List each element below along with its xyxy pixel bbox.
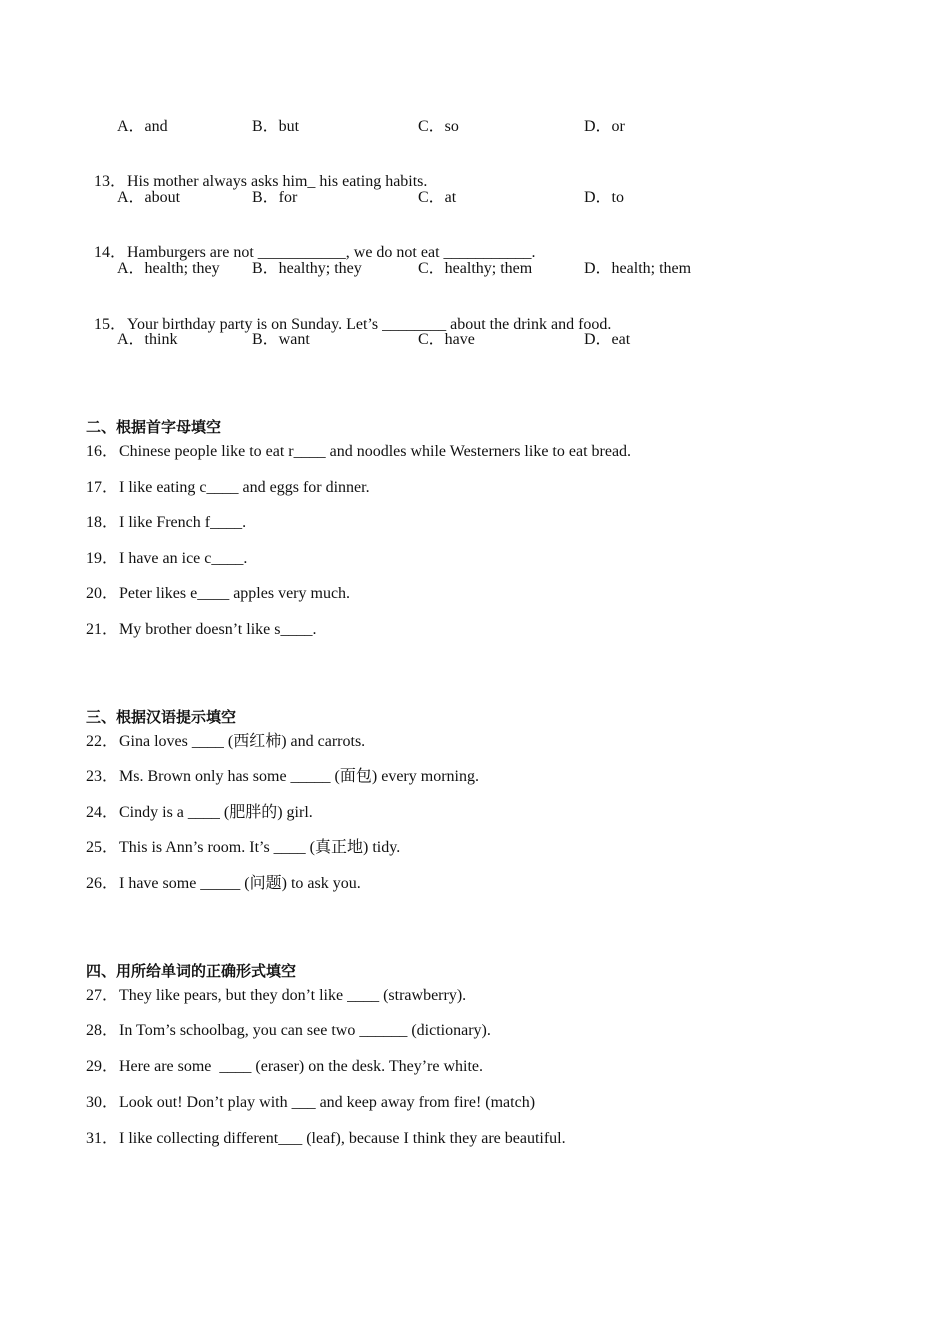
question-number: 22．: [86, 733, 119, 750]
question-22: [86, 732, 365, 752]
question-number: 25．: [86, 839, 119, 856]
section-3-heading: 三、根据汉语提示填空: [86, 708, 237, 726]
question-20: [86, 584, 350, 604]
option-c: C．healthy; them: [418, 260, 533, 277]
question-text: This is Ann’s room. It’s ____ (真正地) tidy.: [119, 839, 401, 856]
question-23: [86, 767, 479, 787]
option-d: D．eat: [584, 331, 631, 348]
option-a: A．about: [117, 189, 181, 206]
question-26: [86, 874, 361, 894]
question-number: 28．: [86, 1022, 119, 1039]
question-19: [86, 549, 247, 569]
question-number: 15．: [94, 316, 127, 333]
question-text: Hamburgers are not ___________, we do not eat ___________.: [127, 244, 536, 261]
question-text: They like pears, but they don’t like ____ (strawberry).: [119, 987, 467, 1004]
question-number: 17．: [86, 479, 119, 496]
section-4-heading: 四、用所给单词的正确形式填空: [86, 962, 297, 980]
option-a: A．think: [117, 331, 178, 348]
question-31: [86, 1129, 566, 1149]
question-13: [86, 152, 427, 192]
question-text: Peter likes e____ apples very much.: [119, 585, 351, 602]
question-number: 19．: [86, 550, 119, 567]
question-13-options: [117, 188, 817, 208]
option-b: B．want: [252, 331, 310, 348]
question-text: Here are some ____ (eraser) on the desk. They’re white.: [119, 1058, 483, 1075]
option-b: B．for: [252, 189, 298, 206]
option-c: C．at: [418, 189, 457, 206]
question-text: Look out! Don’t play with ___ and keep away from fire! (match): [119, 1094, 536, 1111]
question-number: 21．: [86, 621, 119, 638]
question-text: Your birthday party is on Sunday. Let’s ________ about the drink and food.: [127, 316, 612, 333]
question-number: 23．: [86, 768, 119, 785]
question-number: 24．: [86, 804, 119, 821]
question-number: 18．: [86, 514, 119, 531]
question-18: [86, 513, 246, 533]
option-a: A．health; they: [117, 260, 220, 277]
question-text: I like French f____.: [119, 514, 247, 531]
question-text: Chinese people like to eat r____ and noodles while Westerners like to eat bread.: [119, 443, 632, 460]
option-b: B．but: [252, 118, 300, 135]
question-number: 16．: [86, 443, 119, 460]
question-text: In Tom’s schoolbag, you can see two ______ (dictionary).: [119, 1022, 491, 1039]
question-text: My brother doesn’t like s____.: [119, 621, 317, 638]
section-2-heading: 二、根据首字母填空: [86, 418, 222, 436]
question-24: [86, 803, 313, 823]
question-30: [86, 1093, 535, 1113]
question-text: I like eating c____ and eggs for dinner.: [119, 479, 370, 496]
question-29: [86, 1057, 483, 1077]
question-14: [86, 223, 536, 263]
question-number: 26．: [86, 875, 119, 892]
option-a: A．and: [117, 118, 168, 135]
question-number: 31．: [86, 1130, 119, 1147]
option-b: B．healthy; they: [252, 260, 362, 277]
question-text: Gina loves ____ (西红柿) and carrots.: [119, 733, 366, 750]
option-d: D．health; them: [584, 260, 692, 277]
question-text: I like collecting different___ (leaf), because I think they are beautiful.: [119, 1130, 566, 1147]
question-17: [86, 478, 370, 498]
question-12-options: [117, 117, 817, 137]
question-14-options: [117, 259, 817, 279]
question-number: 30．: [86, 1094, 119, 1111]
question-28: [86, 1021, 491, 1041]
option-d: D．to: [584, 189, 625, 206]
question-text: I have some _____ (问题) to ask you.: [119, 875, 361, 892]
option-c: C．have: [418, 331, 475, 348]
question-number: 27．: [86, 987, 119, 1004]
question-25: [86, 838, 400, 858]
question-number: 29．: [86, 1058, 119, 1075]
question-16: [86, 442, 631, 462]
question-21: [86, 620, 316, 640]
question-27: [86, 986, 466, 1006]
question-number: 13．: [94, 173, 127, 190]
question-text: I have an ice c____.: [119, 550, 248, 567]
option-c: C．so: [418, 118, 459, 135]
question-15-options: [117, 330, 817, 350]
question-text: His mother always asks him_ his eating habits.: [127, 173, 428, 190]
question-number: 14．: [94, 244, 127, 261]
question-text: Ms. Brown only has some _____ (面包) every morning.: [119, 768, 479, 785]
option-d: D．or: [584, 118, 625, 135]
question-15: [86, 295, 611, 335]
question-number: 20．: [86, 585, 119, 602]
question-text: Cindy is a ____ (肥胖的) girl.: [119, 804, 313, 821]
